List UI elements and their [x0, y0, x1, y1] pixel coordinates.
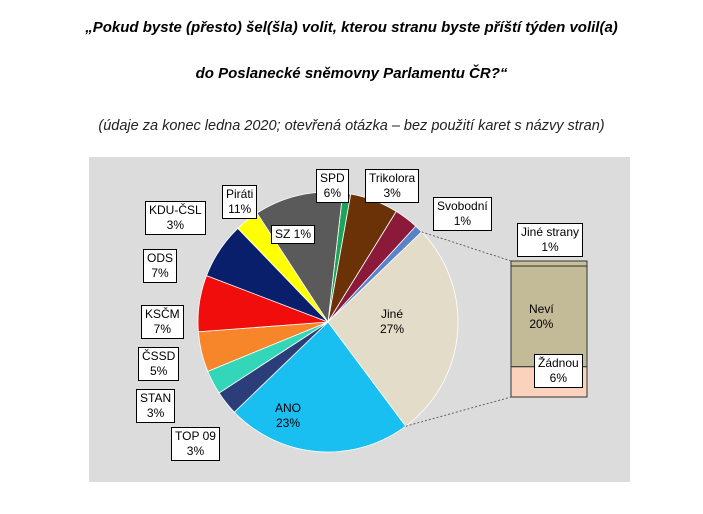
chart-title-line-2: do Poslanecké sněmovny Parlamentu ČR?“	[195, 65, 508, 82]
chart-title-line-1: „Pokud byste (přesto) šel(šla) volit, kterou stranu byste příští týden volil(a)	[85, 19, 618, 36]
data-label-svobodni: Svobodní 1%	[433, 197, 492, 231]
data-label-pirati: Piráti 11%	[222, 185, 257, 219]
data-label-kscm: KSČM 7%	[141, 305, 184, 339]
data-label-ano: ANO 23%	[275, 401, 302, 430]
plot-area	[89, 157, 630, 482]
chart-subtitle: (údaje za konec ledna 2020; otevřená otázka – bez použití karet s názvy stran)	[98, 118, 605, 134]
data-label-nevi: Neví 20%	[529, 302, 554, 331]
data-label-ods: ODS 7%	[143, 249, 177, 283]
data-label-spd: SPD 6%	[316, 169, 349, 203]
data-label-top-09: TOP 09 3%	[171, 427, 220, 461]
data-label-zadnou: Žádnou 6%	[534, 354, 583, 388]
bar-segment-jine-strany	[511, 261, 587, 266]
data-label-jine-strany: Jiné strany 1%	[517, 223, 583, 257]
data-label-kdu-csl: KDU-ČSL 3%	[145, 201, 206, 235]
data-label-sz: SZ 1%	[271, 225, 315, 244]
data-label-trikolora: Trikolora 3%	[365, 169, 419, 203]
data-label-stan: STAN 3%	[136, 389, 175, 423]
data-label-cssd: ČSSD 5%	[138, 347, 179, 381]
data-label-jine: Jiné 27%	[380, 307, 405, 336]
